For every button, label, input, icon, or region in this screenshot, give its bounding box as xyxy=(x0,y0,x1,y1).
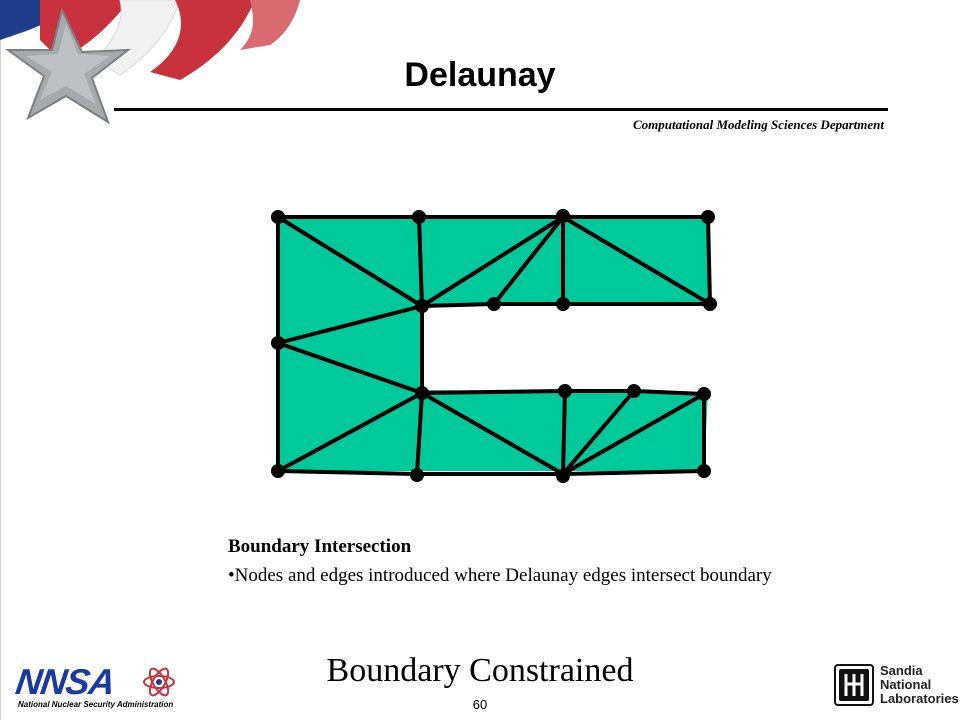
sandia-line: National xyxy=(880,677,932,692)
mesh-node xyxy=(556,297,570,311)
caption-heading: Boundary Intersection xyxy=(228,536,412,557)
mesh-node xyxy=(271,210,285,224)
caption-bullet: •Nodes and edges introduced where Delaunay edges intersect boundary xyxy=(228,565,772,586)
sandia-line: Sandia xyxy=(880,663,923,678)
mesh-node xyxy=(410,468,424,482)
page-number: 60 xyxy=(472,697,488,712)
footer-title: Boundary Constrained xyxy=(326,652,634,689)
mesh-node xyxy=(415,386,429,400)
mesh-node xyxy=(558,384,572,398)
mesh-node xyxy=(271,464,285,478)
nnsa-tagline: National Nuclear Security Administration xyxy=(18,700,174,709)
mesh-node xyxy=(487,297,501,311)
nnsa-logo: NNSA xyxy=(13,661,117,702)
mesh-node xyxy=(701,210,715,224)
caption-block xyxy=(228,535,788,589)
mesh-node xyxy=(697,387,711,401)
sandia-line: Laboratories xyxy=(880,691,959,706)
atom-icon xyxy=(142,666,176,698)
mesh-node xyxy=(412,210,426,224)
mesh-node xyxy=(556,209,570,223)
slide-title: Delaunay xyxy=(404,56,556,94)
mesh-node xyxy=(271,336,285,350)
sandia-thunderbird-icon xyxy=(834,664,874,706)
mesh-node xyxy=(627,384,641,398)
department-label: Computational Modeling Sciences Department xyxy=(633,117,884,132)
mesh-node xyxy=(697,464,711,478)
edge xyxy=(563,391,565,474)
sandia-wordmark xyxy=(880,663,959,706)
mesh-node xyxy=(556,469,570,483)
mesh-node xyxy=(415,299,429,313)
mesh-node xyxy=(703,297,717,311)
